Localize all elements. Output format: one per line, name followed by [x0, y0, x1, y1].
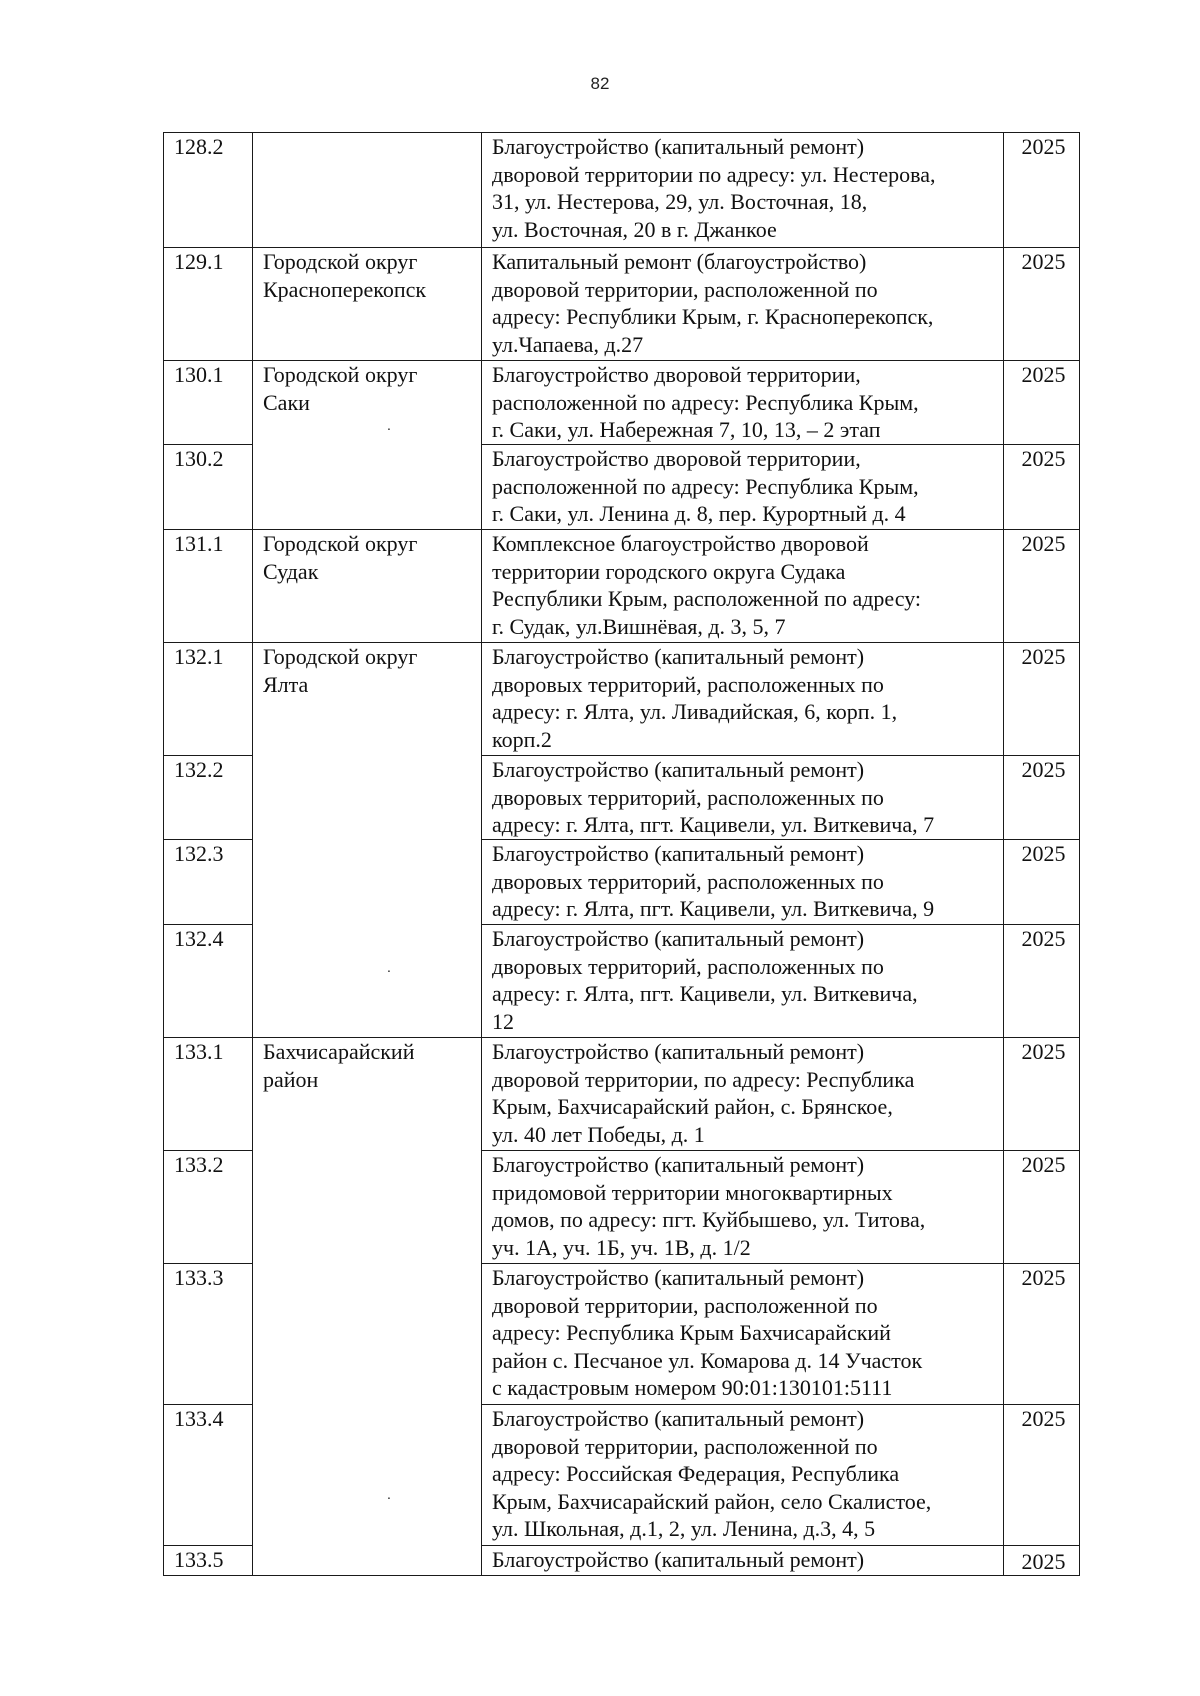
row-number: 132.1 [164, 643, 253, 756]
row-number: 132.3 [164, 840, 253, 925]
year-cell: 2025 [1004, 643, 1080, 756]
description-cell: Благоустройство дворовой территории, расположенной по адресу: Республика Крым, г. Саки, ул. Ленина д. 8, пер. Курортный д. 4 [482, 445, 1004, 530]
row-number: 132.2 [164, 756, 253, 840]
description-cell: Капитальный ремонт (благоустройство) дворовой территории, расположенной по адресу: Республики Крым, г. Красноперекопск, ул.Чапаева, д.27 [482, 248, 1004, 361]
year-cell: 2025 [1004, 530, 1080, 643]
district-cell [253, 133, 482, 248]
page-number: 82 [590, 74, 610, 93]
district-cell: Городской округ Судак [253, 530, 482, 643]
description-cell: Благоустройство (капитальный ремонт) дворовых территорий, расположенных по адресу: г. Ялта, пгт. Кацивели, ул. Виткевича, 7 [482, 756, 1004, 840]
district-cell: Городской округ Ялта · [253, 643, 482, 1038]
table-row [164, 248, 1080, 361]
row-number: 130.1 [164, 361, 253, 445]
description-cell: Благоустройство (капитальный ремонт) дворовой территории по адресу: ул. Нестерова, 31, ул. Нестерова, 29, ул. Восточная, 18, ул. Восточная, 20 в г. Джанкое [482, 133, 1004, 248]
row-number: 131.1 [164, 530, 253, 643]
row-number: 133.1 [164, 1038, 253, 1151]
scan-dot: · [386, 1492, 392, 1507]
row-number: 133.4 [164, 1405, 253, 1546]
year-cell: 2025 [1004, 248, 1080, 361]
table-row [164, 361, 1080, 445]
row-number: 130.2 [164, 445, 253, 530]
program-table [163, 132, 1080, 1576]
year-cell: 2025 [1004, 925, 1080, 1038]
scan-dot: · [386, 965, 392, 980]
year-cell: 2025 [1004, 1038, 1080, 1151]
description-cell: Благоустройство (капитальный ремонт) дворовых территорий, расположенных по адресу: г. Ялта, пгт. Кацивели, ул. Виткевича, 9 [482, 840, 1004, 925]
table-row [164, 133, 1080, 248]
description-cell: Благоустройство дворовой территории, расположенной по адресу: Республика Крым, г. Саки, ул. Набережная 7, 10, 13, – 2 этап [482, 361, 1004, 445]
description-cell: Благоустройство (капитальный ремонт) дворовых территорий, расположенных по адресу: г. Ялта, пгт. Кацивели, ул. Виткевича, 12 [482, 925, 1004, 1038]
year-cell: 2025 [1004, 1264, 1080, 1405]
description-cell: Благоустройство (капитальный ремонт) дворовых территорий, расположенных по адресу: г. Ялта, ул. Ливадийская, 6, корп. 1, корп.2 [482, 643, 1004, 756]
year-cell: 2025 [1004, 133, 1080, 248]
year-cell: 2025 [1004, 1546, 1080, 1576]
row-number: 129.1 [164, 248, 253, 361]
year-cell: 2025 [1004, 840, 1080, 925]
description-cell: Комплексное благоустройство дворовой территории городского округа Судака Республики Крым, расположенной по адресу: г. Судак, ул.Вишнёвая, д. 3, 5, 7 [482, 530, 1004, 643]
year-cell: 2025 [1004, 1151, 1080, 1264]
table-row [164, 643, 1080, 756]
row-number: 133.3 [164, 1264, 253, 1405]
row-number: 128.2 [164, 133, 253, 248]
row-number: 133.2 [164, 1151, 253, 1264]
description-cell: Благоустройство (капитальный ремонт) дворовой территории, расположенной по адресу: Республика Крым Бахчисарайский район с. Песчаное ул. Комарова д. 14 Участок с кадастровым номером 90:01:130101:5111 [482, 1264, 1004, 1405]
table-row [164, 1038, 1080, 1151]
table-row [164, 530, 1080, 643]
row-number: 132.4 [164, 925, 253, 1038]
district-cell: Бахчисарайский район · [253, 1038, 482, 1576]
description-cell: Благоустройство (капитальный ремонт) [482, 1546, 1004, 1576]
district-cell: Городской округ Саки · [253, 361, 482, 530]
description-cell: Благоустройство (капитальный ремонт) придомовой территории многоквартирных домов, по адресу: пгт. Куйбышево, ул. Титова, уч. 1А, уч. 1Б, уч. 1В, д. 1/2 [482, 1151, 1004, 1264]
row-number: 133.5 [164, 1546, 253, 1576]
scan-dot: · [386, 423, 392, 438]
district-cell: Городской округ Красноперекопск [253, 248, 482, 361]
year-cell: 2025 [1004, 756, 1080, 840]
year-cell: 2025 [1004, 1405, 1080, 1546]
description-cell: Благоустройство (капитальный ремонт) дворовой территории, расположенной по адресу: Российская Федерация, Республика Крым, Бахчисарайский район, село Скалистое, ул. Школьная, д.1, 2, ул. Ленина, д.3, 4, 5 [482, 1405, 1004, 1546]
year-cell: 2025 [1004, 445, 1080, 530]
description-cell: Благоустройство (капитальный ремонт) дворовой территории, по адресу: Республика Крым, Бахчисарайский район, с. Брянское, ул. 40 лет Победы, д. 1 [482, 1038, 1004, 1151]
year-cell: 2025 [1004, 361, 1080, 445]
